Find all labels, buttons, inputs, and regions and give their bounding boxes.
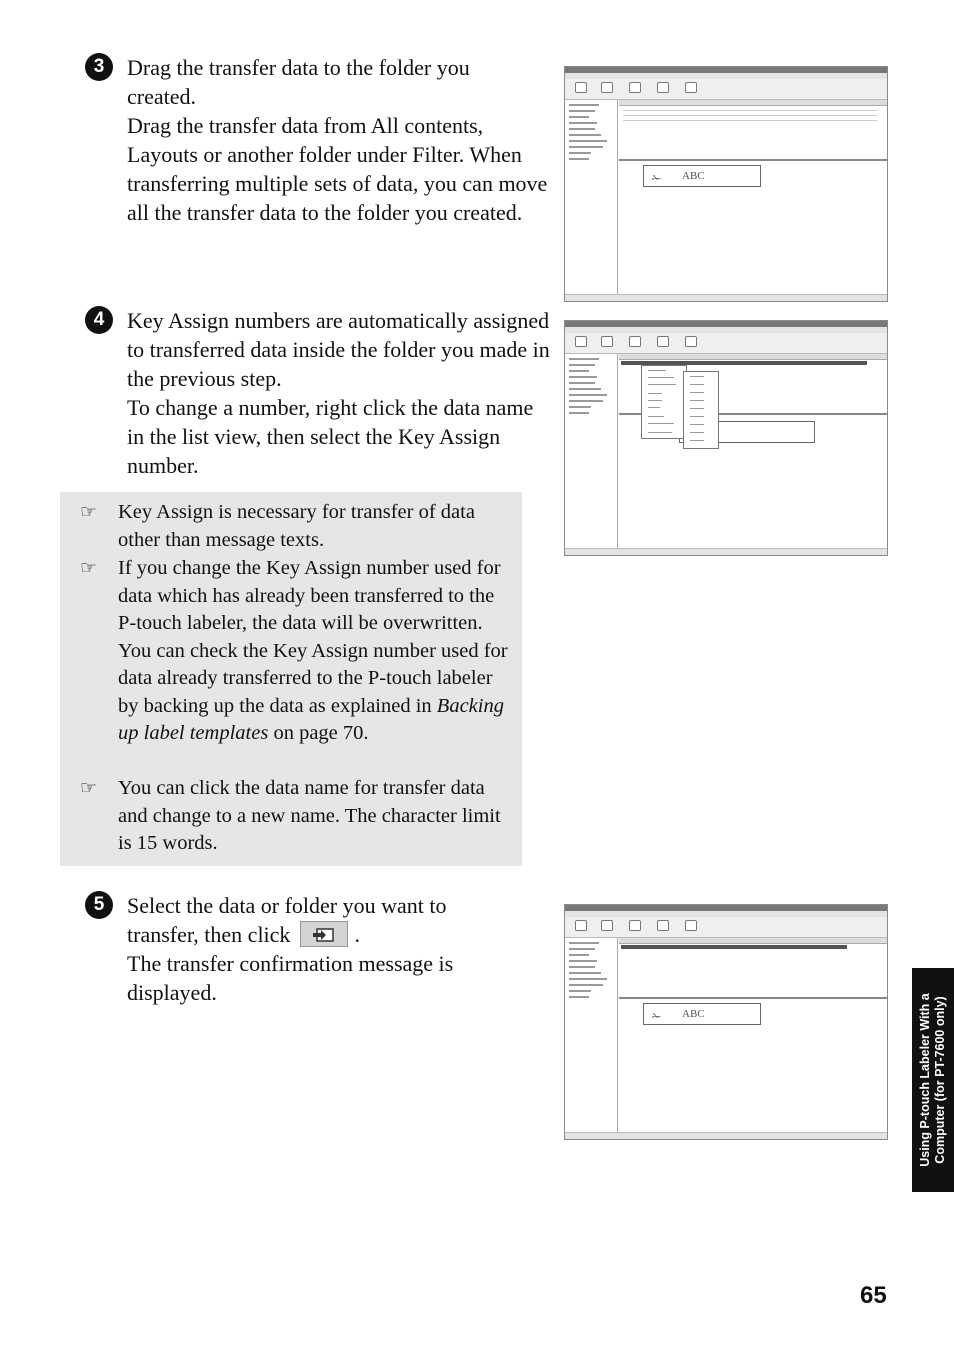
note-2: If you change the Key Assign number used for data which has already been transferred to the P-touch labeler, the data will be overwritten. You can check the Key Assign number used for data already transferred to the P-touch labeler by backing up the data as explained in Backing up label templates on page 70. [118,557,508,744]
note-3: You can click the data name for transfer data and change to a new name. The character limit is 15 words. [118,777,501,854]
chapter-side-tab-text: Using P-touch Labeler With a Computer (for PT-7600 only) [918,993,947,1167]
pointing-hand-icon: ☞ [80,501,98,523]
transfer-button[interactable] [300,921,348,947]
pointing-hand-icon: ☞ [80,557,98,579]
note-1: Key Assign is necessary for transfer of data other than message texts. [118,501,475,551]
pointing-hand-icon: ☞ [80,777,98,799]
note-2-reference: Backing up label templates [118,694,504,744]
step-5-text-2: The transfer confirmation message is displayed. [127,951,454,1005]
screenshot-transfer-manager-2 [564,904,888,1140]
step-4-number: 4 [85,306,113,334]
step-3-number: 3 [85,53,113,81]
step-3-text-1: Drag the transfer data to the folder you created. [127,55,470,109]
screenshot-key-assign-menu [564,320,888,556]
transfer-icon [311,924,337,944]
preview-label-text: ABC [682,170,705,182]
step-5-number: 5 [85,891,113,919]
tape-icon: ✁ [652,1010,662,1023]
step-3-text-2: Drag the transfer data from All contents, Layouts or another folder under Filter. When transferring multiple sets of data, you can move all the transfer data to the folder you created. [127,113,548,225]
page-number: 65 [860,1282,887,1309]
screenshot-transfer-manager-1 [564,66,888,302]
step-5-text-1: Select the data or folder you want to transfer, then click . [127,893,447,947]
step-4-text-2: To change a number, right click the data name in the list view, then select the Key Assign number. [127,395,534,478]
step-4-text-1: Key Assign numbers are automatically assigned to transferred data inside the folder you made in the previous step. [127,308,550,391]
tape-icon: ✁ [652,172,662,185]
preview-label-text: ABC [682,1008,705,1020]
